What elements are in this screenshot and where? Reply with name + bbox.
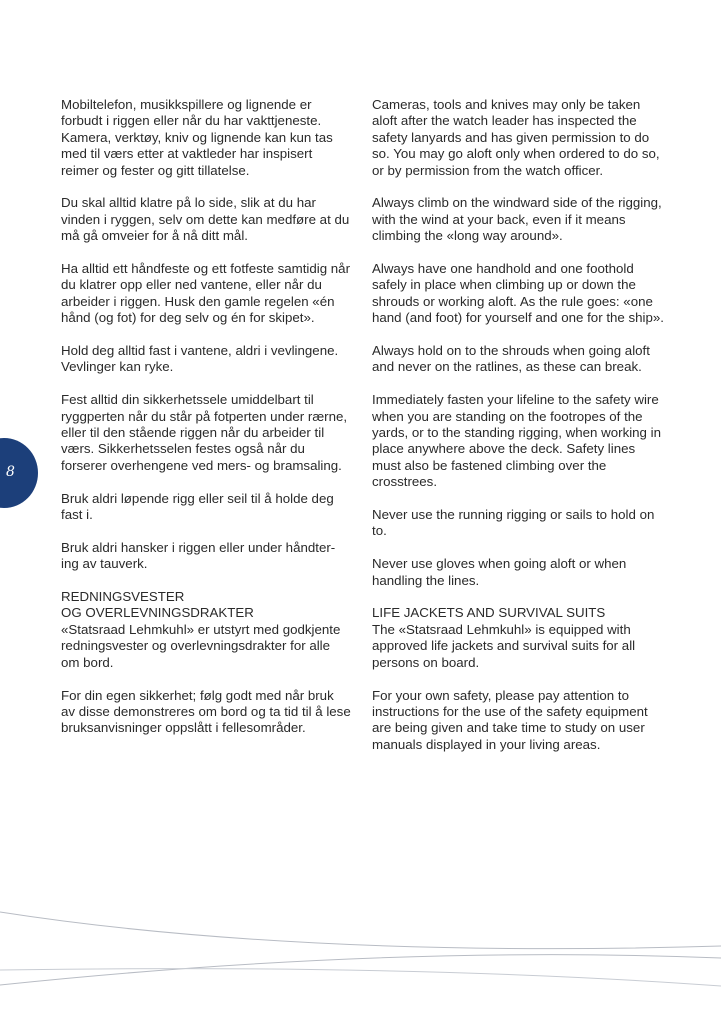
paragraph: For your own safety, please pay attention to instructions for the use of the safety equipment are being given and take time to study on user manuals displayed in your living areas. <box>372 687 648 752</box>
paragraph: Du skal alltid klatre på lo side, slik at du har vinden i ryggen, selv om dette kan medføre at du må gå omveier for å nå ditt mål. <box>61 195 350 244</box>
paragraph: Bruk aldri løpende rigg eller seil til å holde deg fast i. <box>61 490 334 523</box>
section-heading: LIFE JACKETS AND SURVIVAL SUITS <box>372 605 606 621</box>
paragraph: Never use gloves when going aloft or when handling the lines. <box>372 556 627 588</box>
section-life-jackets-no <box>61 589 351 671</box>
paragraph: Bruk aldri hansker i riggen eller under håndter-ing av tauverk. <box>61 539 336 572</box>
section-heading: OG OVERLEVNINGSDRAKTER <box>61 605 254 621</box>
section-body: «Statsraad Lehmkuhl» er utstyrt med godkjente redningsvester og overlevningsdrakter for alle om bord. <box>61 621 341 670</box>
page-number: 8 <box>6 464 15 480</box>
paragraph: Fest alltid din sikkerhetssele umiddelbart til ryggperten når du står på fotperten under rærne, eller til den stående riggen når du arbeider til værs. Sikkerhetsselen festes også når du forserer overhengene ved mers- og bramsaling. <box>61 392 348 473</box>
section-body: The «Statsraad Lehmkuhl» is equipped with approved life jackets and survival suits for all persons on board. <box>372 621 636 670</box>
section-life-jackets-en <box>372 605 664 671</box>
paragraph: Always hold on to the shrouds when going aloft and never on the ratlines, as these can break. <box>372 343 650 375</box>
paragraph: Always have one handhold and one foothold safely in place when climbing up or down the shrouds or working aloft. As the rule goes: «one hand (and foot) for yourself and one for the ship». <box>372 261 664 326</box>
paragraph: For din egen sikkerhet; følg godt med når bruk av disse demonstreres om bord og ta tid til å lese bruksanvisninger oppslått i fellesområder. <box>61 687 351 736</box>
paragraph: Immediately fasten your lifeline to the safety wire when you are standing on the footropes of the yards, or to the standing rigging, when working in place anywhere above the deck. Safety lines must also be fastened climbing over the crosstrees. <box>372 392 661 490</box>
paragraph: Hold deg alltid fast i vantene, aldri i vevlingene. Vevlinger kan ryke. <box>61 343 339 375</box>
paragraph: Always climb on the windward side of the rigging, with the wind at your back, even if it means climbing the «long way around». <box>372 195 662 244</box>
paragraph: Never use the running rigging or sails to hold on to. <box>372 507 655 539</box>
section-heading: REDNINGSVESTER <box>61 589 185 605</box>
paragraph: Ha alltid ett håndfeste og ett fotfeste samtidig når du klatrer opp eller ned vantene, eller når du arbeider i riggen. Husk den gamle regelen «én hånd (og fot) for deg selv og én for skipet». <box>61 261 351 326</box>
right-column-english <box>372 97 664 770</box>
paragraph: Mobiltelefon, musikkspillere og lignende er forbudt i riggen eller når du har vakttjeneste. Kamera, verktøy, kniv og lignende kan kun tas med til værs etter at vaktleder har inspisert reimer og fester og gitt tillatelse. <box>61 97 333 178</box>
left-column-norwegian <box>61 97 351 753</box>
paragraph: Cameras, tools and knives may only be taken aloft after the watch leader has inspected the safety lanyards and has given permission to do so. You may go aloft only when ordered to do so, or by permission from the watch officer. <box>372 97 660 178</box>
decorative-wave-lines <box>0 900 721 1023</box>
